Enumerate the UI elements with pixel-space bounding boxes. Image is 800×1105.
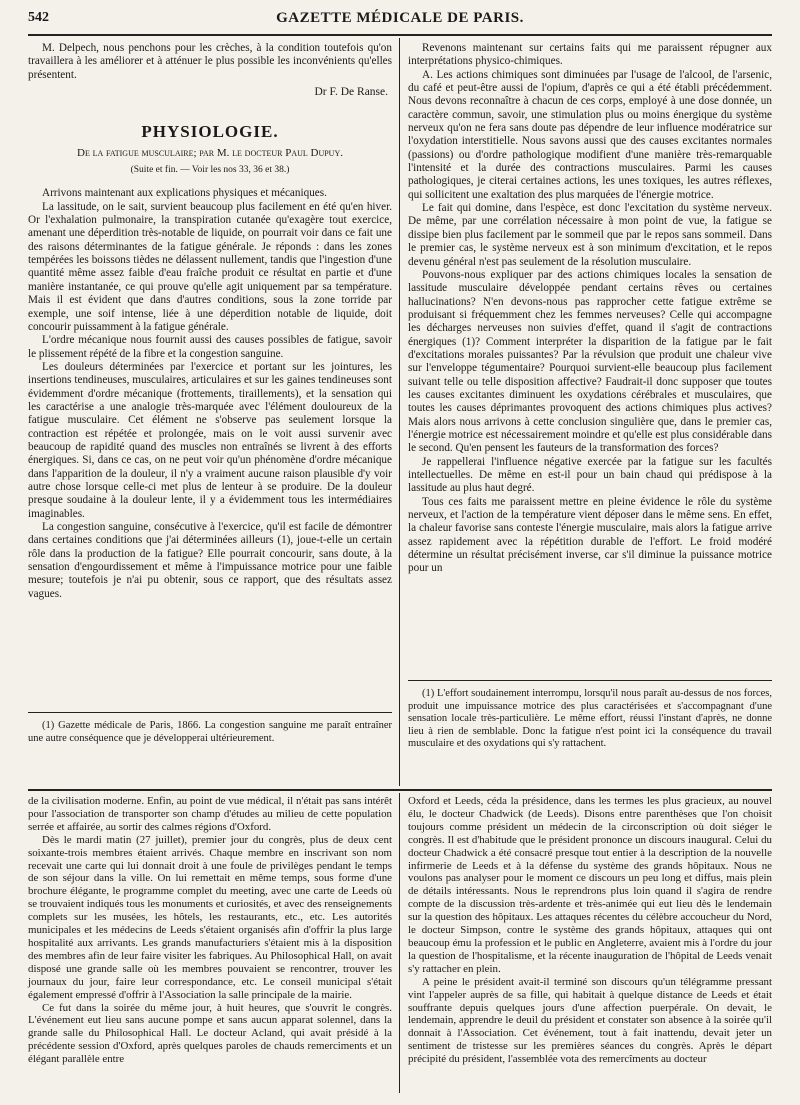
- article-subheading: (Suite et fin. — Voir les nos 33, 36 et 38.): [130, 165, 290, 176]
- bottom-left-paragraph-1: de la civilisation moderne. Enfin, au point de vue médical, il n'était pas sans intérêt pour l'association de transporter son champ d'études au milieu de cette population serrée et affairée, au sortir des calmes régions d'Oxford.: [28, 795, 392, 833]
- bottom-right-paragraph-2: A peine le président avait-il terminé son discours qu'un télégramme pressant vint l'appeler auprès de sa fille, qui habitait à quelque distance de Leeds et était souffrante depuis quelques jours d'une affection puerpérale. On devait, le lendemain, apprendre le deuil du président et constater son absence à la soirée qu'il donnait à l'Association. Cet événement, tout à fait inattendu, devait jeter un sentiment de tristesse sur les premières séances du congrès. Après le départ précipité du président, l'assemblée vota des remercîments au docteur: [408, 975, 772, 1066]
- right-paragraph-1: Revenons maintenant sur certains faits qui me paraissent répugner aux interprétations physico-chimiques.: [408, 42, 772, 68]
- bottom-right-column: [408, 795, 772, 1066]
- right-paragraph-5: Je rappellerai l'influence négative exercée par la fatigue sur les facultés intellectuelles. De même en est-il pour un bain chaud qui prédispose à la lassitude au plus haut degré.: [408, 455, 772, 495]
- bottom-left-paragraph-2: Dès le mardi matin (27 juillet), premier jour du congrès, plus de deux cent soixante-trois membres étaient arrivés. Chaque membre en inscrivant son nom recevait une carte qui lui donnait droit à une foule de privilèges pendant le temps de son séjour dans la ville. On lui remettait en même temps, sous forme d'une brochure élégante, le programme complet du meeting, avec une carte de Leeds où se trouvaient indiqués tous les monuments et curiosités, et avec des renseignements complets sur les musées, les hôtels, les restaurants, etc., etc. Les autorités municipales et les médecins de Leeds s'étaient organisés afin d'offrir la plus large hospitalité aux arrivants. Les grands manufacturiers s'étaient mis à la disposition des membres afin de leur faire visiter les fabriques. Au Philosophical Hall, on avait disposé une grande salle où les membres pouvaient se rencontrer, trouver les journaux du jour, faire leur correspondance, etc. Le conseil municipal s'était également empressé d'offrir à l'Association la salle principale de la mairie.: [28, 833, 392, 1001]
- left-paragraph-4: Les douleurs déterminées par l'exercice et portant sur les jointures, les insertions tendineuses, musculaires, articulaires et sur les gaines tendineuses sont évidemment d'ordre mécanique (frottements, tiraillements), et la sensation qui les caractérise a une analogie très-marquée avec l'élément douloureux de la fatigue musculaire. Cet élément ne s'observe pas seulement lorsque la contraction est répétée et prolongée, mais on le voit aussi survenir avec beaucoup de rapidité quand des muscles non entraînés se livrent à des efforts énergiques. Si, dans ce cas, on ne peut voir qu'un phénomène d'ordre mécanique dans l'apparition de la douleur, il n'y a vraiment aucune raison plausible d'y voir autre chose lorsque celle-ci met plus de lenteur à se produire. De la douleur presque soudaine à la douleur lente, il y a évidemment tous les intermédiaires imaginables.: [28, 360, 392, 520]
- right-footnote: (1) L'effort soudainement interrompu, lorsqu'il nous paraît au-dessus de nos forces, produit une impuissance motrice des plus caractérisées et s'accompagnant d'une sensation locale très-particulière. Le même effort, réussi l'instant d'après, ne donne lieu à rien de semblable. Donc la fatigue n'est point ici la conséquence du travail musculaire et des oxydations qui s'y rattachent.: [408, 688, 772, 750]
- right-column: [408, 42, 772, 576]
- page-number: 542: [28, 10, 49, 25]
- section-separator: [28, 789, 772, 791]
- left-footnote-rule: [28, 712, 392, 713]
- article-heading: De la fatigue musculaire; par M. le docteur Paul Dupuy.: [77, 146, 343, 159]
- left-paragraph-3: L'ordre mécanique nous fournit aussi des causes possibles de fatigue, savoir le plissement répété de la fibre et la congestion sanguine.: [28, 334, 392, 360]
- header-rule: [28, 34, 772, 36]
- left-column: [28, 42, 392, 601]
- right-footnote-block: [408, 688, 772, 751]
- right-footnote-rule: [408, 680, 772, 681]
- right-paragraph-3: Le fait qui domine, dans l'espèce, est donc l'excitation du système nerveux. De même, par une corrélation nécessaire à mon point de vue, la fatigue se dissipe bien plus facilement par le sommeil que par le repos sans sommeil. Dans le premier cas, le système nerveux est à son minimum d'excitation, et le repos devenu général n'est pas seulement de la résolution musculaire.: [408, 202, 772, 268]
- right-paragraph-2: A. Les actions chimiques sont diminuées par l'usage de l'alcool, de l'arsenic, du café et peut-être aussi de l'opium, d'après ce qui a été établi précédemment. Nous devons reconnaître à chacun de ces corps, employé à une dose donnée, un caractère commun, savoir, une stimulation plus ou moins énergique du système nerveux qu'on ne fera sans doute pas dépendre de leur influence modératrice sur l'oxydation interstitielle. Nous savons aussi que des causes excitantes normales (passions) ou d'ordre pathologique modifient d'une manière très-remarquable l'intensité et la durée des contractions musculaires. Parmi les causes pathologiques, je citerai certaines actions, les unes toxiques, les autres réflexes, qui sollicitent une exaltation des plus marquées de l'énergie motrice.: [408, 68, 772, 201]
- left-paragraph-5: La congestion sanguine, consécutive à l'exercice, qu'il est facile de démontrer dans certaines conditions que j'ai déterminées ailleurs (1), joue-t-elle un certain rôle dans la production de la fatigue? Elle pourrait concourir, sans doute, à la sensation d'engourdissement et même à l'impuissance motrice pour une faible mesure; toutefois je n'ai pu obtenir, sous ce rapport, que des résultats assez vagues.: [28, 521, 392, 600]
- page-header: [28, 10, 772, 32]
- bottom-right-paragraph-1: Oxford et Leeds, céda la présidence, dans les termes les plus gracieux, au nouvel élu, le docteur Chadwick (de Leeds). Disons entre parenthèses que l'on choisit toujours comme président un médecin de la circonscription où doit siéger le congrès. Il est d'habitude que le président prononce un discours inaugural. Celui du docteur Chadwick a été consacré presque tout entier à la description de la nouvelle infirmerie de Leeds et à la défense du système des grands hôpitaux. Nous ne voulons pas analyser pour le moment ce discours un peu long et diffus, mais plein de détails intéressants. Nous le reprendrons plus loin quand il s'agira de rendre compte de la discussion très-ardente et très-animée qui eut lieu dès le lendemain sur la question des hôpitaux. Les attaques récentes du célèbre accoucheur du Nord, le docteur Simpson, contre le système des grands hôpitaux, attaques qui ont beaucoup ému la profession et le public en Angleterre, avaient mis à l'ordre du jour la question de l'hospitalisme, et la récente inauguration de l'hôpital de Leeds venait s'y rattacher en plein.: [408, 795, 772, 975]
- journal-title: GAZETTE MÉDICALE DE PARIS.: [276, 10, 524, 26]
- bottom-left-column: [28, 795, 392, 1066]
- section-title: PHYSIOLOGIE.: [141, 122, 279, 142]
- right-paragraph-4: Pouvons-nous expliquer par des actions chimiques locales la sensation de lassitude musculaire développée pendant certains rêves ou certaines hallucinations? N'en devons-nous pas rapprocher cette fatigue extrême se produisant si fréquemment chez les femmes nerveuses? Celle qui accompagne les décharges nerveuses non suivies d'effet, quand il s'agit de contractions énergiques (1)? Comment interpréter la disparition de la fatigue par le fait d'excitations morales puissantes? Par la révulsion que produit une chaleur vive sur l'enveloppe tégumentaire? Pourquoi survient-elle beaucoup plus facilement suivant telle ou telle disposition affective? Faudrait-il donc supposer que toutes les causes excitantes diminuent les oxydations cérébrales et musculaires, que toutes les causes déprimantes provoquent des actions chimiques plus actives? Mais alors nous arrivons à cette conclusion singulière que, dans le premier cas, l'énergie motrice est nécessairement moindre et qu'elle est plus considérable dans le second. Qu'en pensent les fauteurs de la transformation des forces?: [408, 268, 772, 455]
- left-footnote-block: [28, 720, 392, 745]
- left-footnote: (1) Gazette médicale de Paris, 1866. La congestion sanguine me paraît entraîner une autre conséquence que je développerai ultérieurement.: [28, 720, 392, 744]
- left-paragraph-2: La lassitude, on le sait, survient beaucoup plus facilement en été qu'en hiver. Or l'exhalation pulmonaire, la transpiration cutanée qu'exagère tout exercice, amenant une déperdition très-notable de liquide, on pourrait voir dans ce fait une des raisons déterminantes de la fatigue générale. Je réponds : dans les zones tempérées les boissons tièdes ne délassent nullement, tandis que l'ingestion d'une quantité même assez faible d'eau fraîche produit ce résultat en partie et d'une manière instantanée, ce qui prouve qu'elle agit uniquement par sa température. Mais il est évident que dans d'autres conditions, sous la zone torride par exemple, une soif intense, liée à une déperdition notable de liquide, doit concourir puissamment à la fatigue générale.: [28, 200, 392, 333]
- signature: Dr F. De Ranse.: [314, 86, 388, 99]
- column-divider-top: [399, 38, 400, 786]
- left-paragraph-1: Arrivons maintenant aux explications physiques et mécaniques.: [42, 187, 327, 200]
- column-divider-bottom: [399, 793, 400, 1093]
- right-paragraph-6: Tous ces faits me paraissent mettre en pleine évidence le rôle du système nerveux, et l'action de la température vient déposer dans le même sens. En effet, la chaleur favorise sans conteste l'énergie musculaire, mais alors la fatigue arrive assez rapidement avec la répétition durable de l'effort. Le froid modéré détermine un résultat précisément inverse, car s'il diminue la puissance motrice pour un: [408, 495, 772, 575]
- intro-paragraph: M. Delpech, nous penchons pour les crèches, à la condition toutefois qu'on travaillera à les améliorer et à atténuer le plus possible les inconvénients qu'elles présentent.: [28, 42, 392, 81]
- bottom-left-paragraph-3: Ce fut dans la soirée du même jour, à huit heures, que s'ouvrit le congrès. L'événement eut lieu sans aucune pompe et sans aucun apparat solennel, dans la grande salle du Philosophical Hall. Le docteur Acland, qui avait présidé à la précédente session d'Oxford, après quelques paroles de chauds remerciments et un élégant parallèle entre: [28, 1001, 392, 1066]
